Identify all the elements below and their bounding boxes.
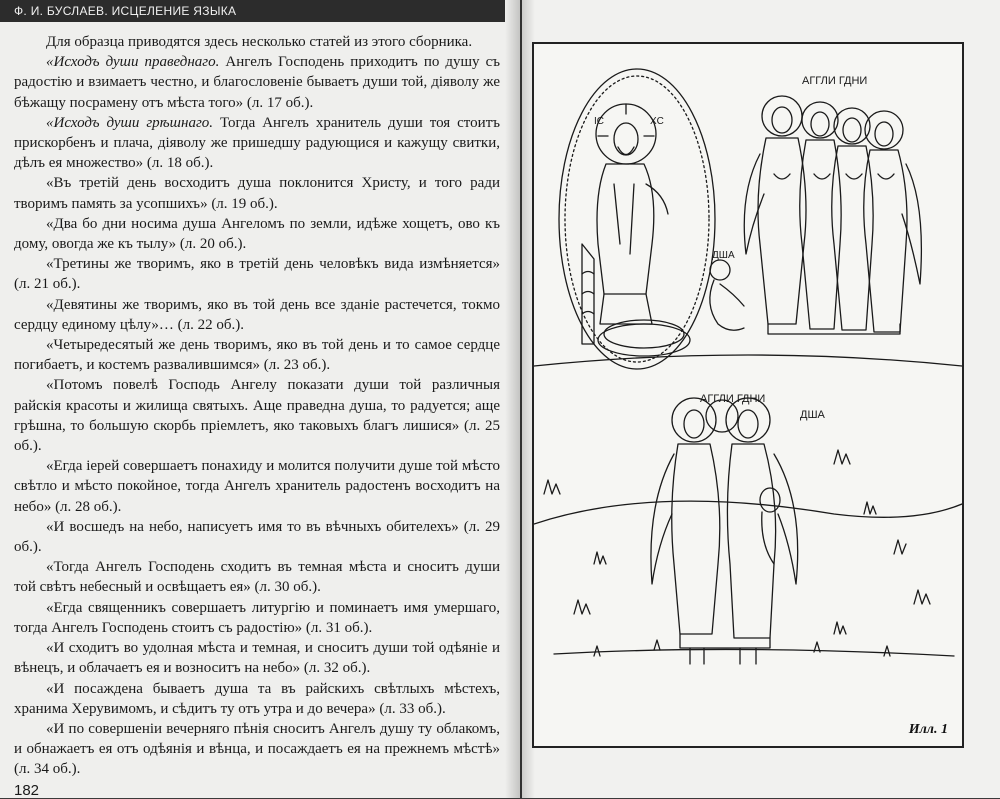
angel-group-top (744, 96, 921, 334)
paragraph (14, 32, 500, 52)
paragraph (14, 52, 500, 113)
paragraph (14, 214, 500, 254)
soul-figure-top (710, 260, 744, 330)
paragraph-text: «Девятины же творимъ, яко въ той день все зданіе растечется, токмо сердцу единому цѣлу»… (л. 22 об.). (14, 296, 500, 333)
book-gutter (505, 0, 535, 798)
illustration-plate (532, 42, 964, 748)
paragraph-text: «И по совершеніи вечерняго пѣнія сноситъ Ангелъ душу ту облакомъ, и обнажаетъ ея отъ одѣянія и вѣнца, и посаждаетъ ея на прежнемъ мѣстѣ» (л. 34 об.). (14, 720, 500, 778)
paragraph-text: Тогда Ангелъ хранитель души тоя стоитъ прискорбенъ и плача, діяволу же пришедшу радующися и кажущу свитки, дѣлъ ея множество» (л. 18 об.). (14, 114, 500, 172)
paragraph-text: «Четыредесятый же день творимъ, яко въ той день и то самое сердце погибаетъ, и костемъ развалившимся» (л. 23 об.). (14, 337, 500, 374)
paragraph-text: Для образца приводятся здесь несколько статей из этого сборника. (46, 34, 473, 50)
paragraph-text: «И восшедъ на небо, написуетъ имя то въ вѣчныхъ обителехъ» (л. 29 об.). (14, 518, 500, 556)
running-head-text: Ф. И. БУСЛАЕВ. ИСЦЕЛЕНИЕ ЯЗЫКА (14, 4, 237, 18)
paragraph (14, 719, 500, 780)
illustration-caption: Илл. 1 (908, 722, 948, 737)
paragraph (14, 113, 500, 174)
paragraph (14, 375, 500, 456)
italic-heading: «Исходъ души праведнаго. (46, 54, 220, 71)
label-angels-bottom: АГГЛИ ГДНИ (700, 393, 766, 405)
paragraph-text: «Егда священникъ совершаетъ литургію и поминаетъ имя умершаго, тогда Ангелъ Господень стоитъ съ радостію» (л. 31 об.). (14, 599, 500, 636)
paragraph-text: Ангелъ Господень приходитъ по душу съ радостію и взимаетъ честно, и благословеніе бываетъ души той, діяволу же бѣжащу посрамену отъ мѣста того» (л. 17 об.). (14, 54, 500, 111)
register-divider (534, 355, 962, 366)
label-soul-bottom: ДША (800, 409, 825, 421)
paragraph (14, 598, 500, 638)
italic-heading: «Исходъ души грѣшнаго. (46, 114, 214, 131)
running-head (0, 0, 505, 22)
paragraph-text: «Въ третій день восходитъ душа поклонится Христу, и того ради творимъ память за усопшихъ» (л. 19 об.). (14, 175, 500, 212)
label-soul-top: ДША (712, 250, 735, 261)
page-number: 182 (14, 782, 40, 799)
paragraph (14, 679, 500, 719)
paragraph (14, 173, 500, 213)
body-text (14, 32, 500, 780)
paragraph (14, 517, 500, 557)
paragraph-text: «Два бо дни носима душа Ангеломъ по земли, идѣже хощетъ, ово къ дому, овогда же къ тылу» (л. 20 об.). (14, 215, 500, 253)
paragraph (14, 295, 500, 335)
angel-group-bottom (651, 398, 798, 664)
paragraph-text: «И сходитъ во удолная мѣста и темная, и сноситъ души той одѣяніе и вѣнецъ, и облачаетъ ея и возноситъ на небо» (л. 32 об.). (14, 640, 500, 677)
paragraph-text: «Егда іерей совершаетъ понахиду и молится получити душе той мѣсто свѣтло и мѣсто покойное, тогда Ангелъ хранитель радостенъ восходитъ на небо» (л. 28 об.). (14, 458, 500, 515)
paragraph-text: «И посаждена бываетъ душа та въ райскихъ свѣтлыхъ мѣстехъ, хранима Херувимомъ, и сѣдитъ ту отъ утра и до вечера» (л. 33 об.). (14, 680, 500, 717)
paragraph (14, 254, 500, 294)
paragraph (14, 557, 500, 597)
ground-and-grass (534, 450, 962, 656)
paragraph-text: «Потомъ повелѣ Господь Ангелу показати души той различныя райскія красоты и жилища святыхъ. Аще праведна душа, то радуется; аще грѣшна, то большую скорбь пріемлетъ, яко таковыхъ благъ лишися» (л. 25 об.). (14, 377, 500, 455)
paragraph-text: «Третины же творимъ, яко в третій день человѣкъ вида измѣняется» (л. 21 об.). (14, 256, 500, 293)
label-angels-top: АГГЛИ ГДНИ (802, 75, 868, 87)
paragraph (14, 638, 500, 678)
label-xc: XC (650, 116, 664, 127)
icon-drawing (534, 44, 962, 746)
christ-figure (597, 164, 654, 294)
paragraph (14, 335, 500, 375)
label-ic: IC (594, 116, 604, 127)
paragraph (14, 456, 500, 517)
paragraph-text: «Тогда Ангелъ Господень сходитъ въ темная мѣста и сноситъ души той свѣтъ небесный и освѣщаетъ ея» (л. 30 об.). (14, 559, 500, 596)
